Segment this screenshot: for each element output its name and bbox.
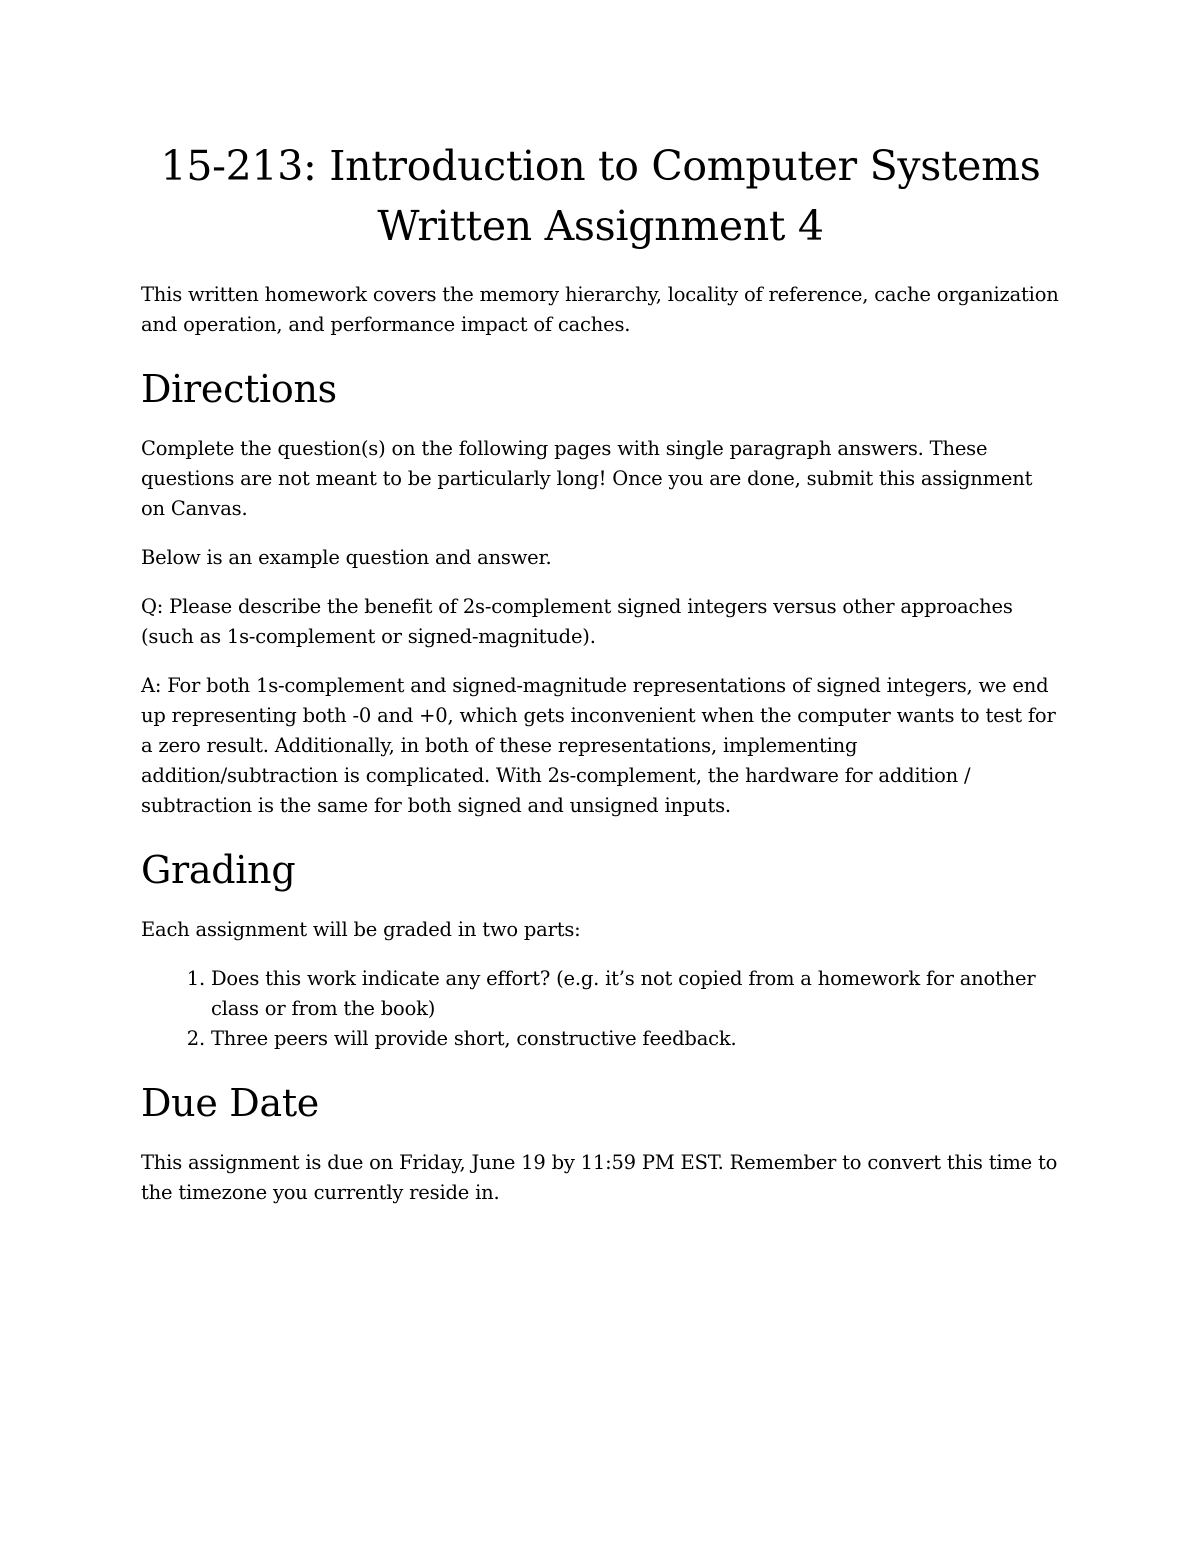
example-answer: A: For both 1s-complement and signed-magnitude representations of signed integers, we end up representing both -0 and +0, which gets inconvenient when the computer wants to test for a zero result. Additionally, in both of these representations, implementing addition/subtraction is complicated. With 2s-complement, the hardware for addition / subtraction is the same for both signed and unsigned inputs. [141,674,1056,817]
grading-heading: Grading [141,848,296,892]
grading-paragraph: Each assignment will be graded in two parts: [141,918,581,941]
directions-paragraph: Complete the question(s) on the following pages with single paragraph answers. These questions are not meant to be particularly long! Once you are done, submit this assignment on Canvas. [141,437,1033,520]
grading-list-item: 1. Does this work indicate any effort? (e.g. it’s not copied from a homework for another class or from the book) [211,964,1060,1024]
example-intro-paragraph: Below is an example question and answer. [141,546,552,569]
title-assignment: Written Assignment 4 [377,202,824,250]
intro-paragraph: This written homework covers the memory hierarchy, locality of reference, cache organization and operation, and performance impact of caches. [141,283,1059,336]
grading-list [141,964,1060,1054]
title-course: 15-213: Introduction to Computer Systems [160,142,1041,190]
grading-list-item: 2. Three peers will provide short, constructive feedback. [211,1024,1060,1054]
document-title [141,136,1060,256]
due-date-heading: Due Date [141,1081,319,1125]
directions-heading: Directions [141,367,337,411]
example-question: Q: Please describe the benefit of 2s-complement signed integers versus other approaches (such as 1s-complement or signed-magnitude). [141,595,1013,648]
due-date-paragraph: This assignment is due on Friday, June 19 by 11:59 PM EST. Remember to convert this time to the timezone you currently reside in. [141,1151,1058,1204]
